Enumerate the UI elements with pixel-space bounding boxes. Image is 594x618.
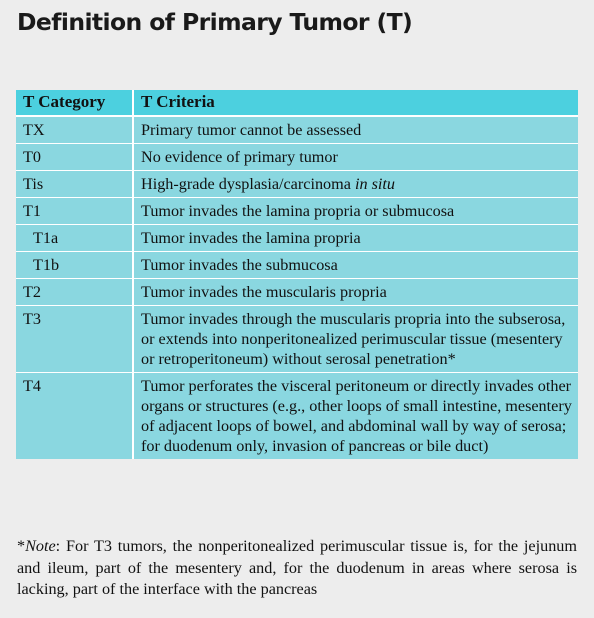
- footnote-marker: *: [17, 537, 26, 555]
- category-cell: T0: [16, 144, 133, 171]
- criteria-cell: Primary tumor cannot be assessed: [133, 116, 578, 144]
- category-cell: T1a: [16, 225, 133, 252]
- criteria-cell: Tumor invades the muscularis propria: [133, 279, 578, 306]
- table-row-tx: [16, 116, 578, 144]
- footnote-label: Note: [25, 537, 56, 555]
- table-row-t0: [16, 144, 578, 171]
- criteria-italic-text: in situ: [354, 175, 395, 193]
- column-header-t-category: T Category: [16, 90, 133, 116]
- column-header-t-criteria: T Criteria: [133, 90, 578, 116]
- category-cell: T3: [16, 306, 133, 373]
- footnote: [17, 536, 577, 601]
- category-cell: T1b: [16, 252, 133, 279]
- table-row-t3: [16, 306, 578, 373]
- table-row-t1b: [16, 252, 578, 279]
- criteria-text: High-grade dysplasia/carcinoma: [141, 175, 355, 193]
- category-cell: TX: [16, 116, 133, 144]
- page-title: Definition of Primary Tumor (T): [17, 8, 413, 36]
- category-cell: T4: [16, 373, 133, 460]
- category-cell: T2: [16, 279, 133, 306]
- table-row-t4: [16, 373, 578, 460]
- criteria-cell: Tumor invades the lamina propria or submucosa: [133, 198, 578, 225]
- criteria-cell: [133, 171, 578, 198]
- t-category-table: [16, 90, 578, 459]
- criteria-cell: Tumor invades the lamina propria: [133, 225, 578, 252]
- criteria-cell: Tumor invades the submucosa: [133, 252, 578, 279]
- table-row-t1: [16, 198, 578, 225]
- footnote-text: : For T3 tumors, the nonperitonealized perimuscular tissue is, for the jejunum and ileum, part of the mesentery and, for the duodenum in areas where serosa is lacking, part of the interface with the pancreas: [17, 537, 577, 598]
- table-row-t1a: [16, 225, 578, 252]
- category-cell: T1: [16, 198, 133, 225]
- criteria-cell: Tumor perforates the visceral peritoneum or directly invades other organs or structures (e.g., other loops of small intestine, mesentery of adjacent loops of bowel, and abdominal wall by way of serosa; for duodenum only, invasion of pancreas or bile duct): [133, 373, 578, 460]
- table-row-t2: [16, 279, 578, 306]
- table-row-tis: [16, 171, 578, 198]
- criteria-cell: No evidence of primary tumor: [133, 144, 578, 171]
- category-cell: Tis: [16, 171, 133, 198]
- table-header-row: [16, 90, 578, 116]
- criteria-cell: Tumor invades through the muscularis propria into the subserosa, or extends into nonperitonealized perimuscular tissue (mesentery or retroperitoneum) without serosal penetration*: [133, 306, 578, 373]
